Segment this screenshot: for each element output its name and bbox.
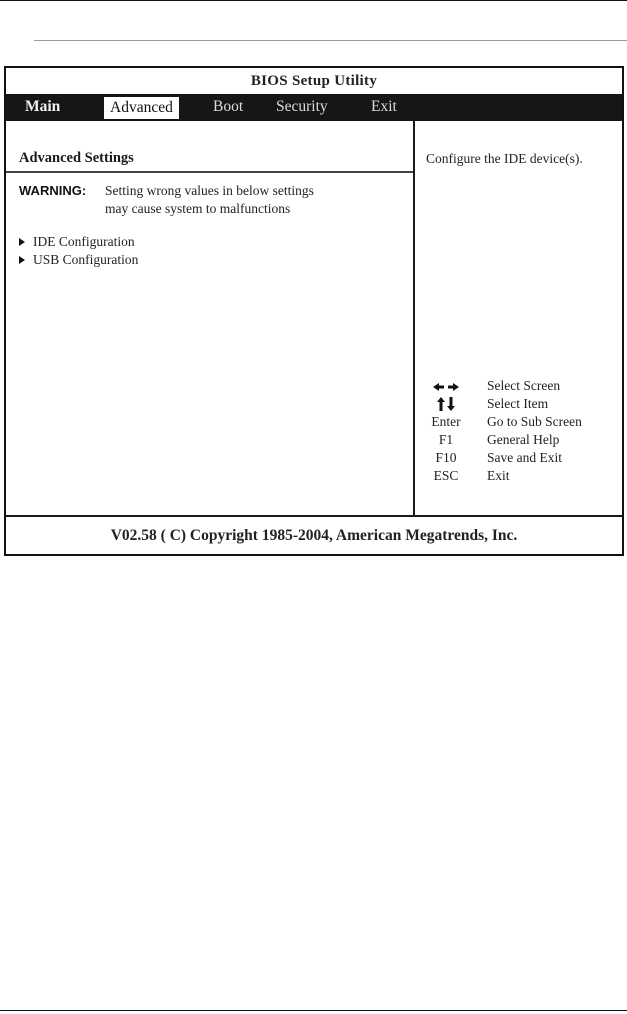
key-description: Exit (487, 468, 510, 483)
submenu-label: IDE Configuration (33, 234, 135, 249)
key-description: General Help (487, 432, 560, 447)
tab-exit[interactable]: Exit (371, 98, 397, 115)
key-name: Enter (431, 414, 461, 429)
submenu-label: USB Configuration (33, 252, 139, 267)
bios-setup-window (4, 66, 624, 556)
key-description: Go to Sub Screen (487, 414, 582, 429)
submenu-usb-configuration[interactable] (19, 252, 138, 268)
copyright-footer: V02.58 ( C) Copyright 1985-2004, American Megatrends, Inc. (110, 527, 518, 544)
tab-boot[interactable]: Boot (213, 98, 244, 115)
warning-text-line2: may cause system to malfunctions (105, 201, 291, 216)
key-name (426, 377, 466, 395)
settings-pane (6, 121, 415, 515)
page-header-rule (34, 40, 627, 41)
bios-title: BIOS Setup Utility (250, 73, 378, 89)
section-divider (6, 171, 413, 173)
page-top-rule (0, 0, 627, 1)
warning-text-line1: Setting wrong values in below settings (105, 183, 314, 198)
help-pane (415, 121, 622, 515)
key-description: Select Item (487, 396, 549, 411)
key-description: Save and Exit (487, 450, 562, 465)
key-description: Select Screen (487, 378, 561, 393)
up-down-arrows-icon (436, 397, 456, 411)
tab-security[interactable]: Security (276, 98, 328, 115)
tab-main[interactable]: Main (25, 98, 61, 115)
warning-label: WARNING: (19, 183, 87, 198)
triangle-right-icon (19, 256, 25, 264)
key-name (426, 395, 466, 414)
submenu-ide-configuration[interactable] (19, 234, 135, 250)
page-bottom-rule (0, 1010, 627, 1011)
key-name: F1 (438, 432, 454, 447)
triangle-right-icon (19, 238, 25, 246)
tab-advanced[interactable]: Advanced (104, 97, 179, 119)
left-right-arrows-icon (433, 382, 459, 392)
menu-bar (6, 94, 622, 121)
key-name: F10 (435, 450, 457, 465)
key-name: ESC (433, 468, 459, 483)
section-title: Advanced Settings (19, 150, 134, 166)
help-text: Configure the IDE device(s). (426, 151, 583, 166)
